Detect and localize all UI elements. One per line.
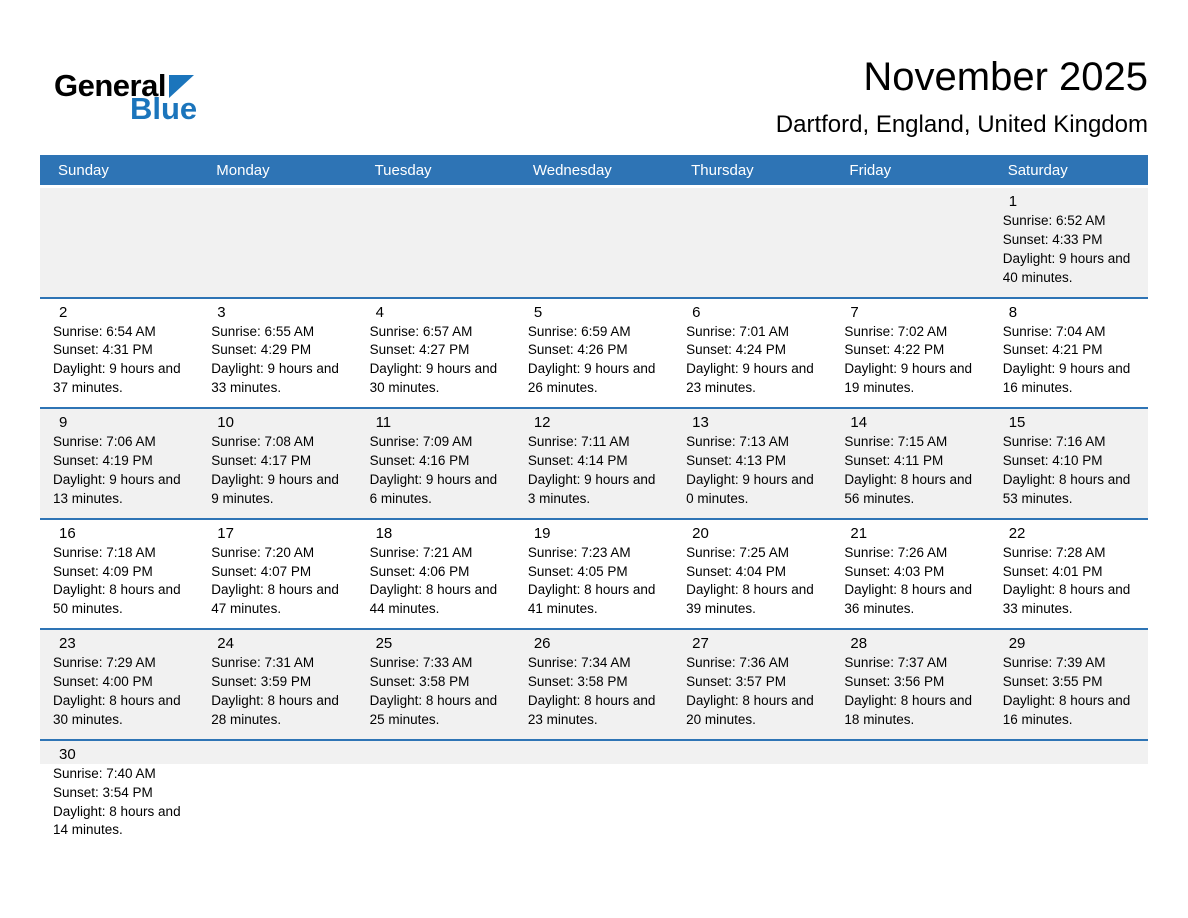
weekday-header-row bbox=[40, 155, 1148, 185]
sunrise-text: Sunrise: 7:21 AM bbox=[369, 544, 473, 560]
sunrise-text: Sunrise: 7:29 AM bbox=[53, 655, 156, 671]
sunrise-text: Sunrise: 6:57 AM bbox=[369, 323, 473, 339]
sunset-text: Sunset: 4:10 PM bbox=[1002, 453, 1103, 469]
day-number: 20 bbox=[692, 524, 709, 542]
sunset-text: Sunset: 4:04 PM bbox=[686, 563, 786, 579]
sunrise-text: Sunrise: 6:54 AM bbox=[53, 323, 156, 339]
day-number: 13 bbox=[692, 414, 709, 432]
sunset-text: Sunset: 3:59 PM bbox=[211, 674, 312, 690]
day-number: 12 bbox=[533, 414, 551, 432]
day-number: 14 bbox=[850, 414, 868, 432]
day-number: 4 bbox=[375, 303, 384, 321]
daylight-text: Daylight: 9 hours and 40 minutes. bbox=[1002, 250, 1131, 285]
sunset-text: Sunset: 4:24 PM bbox=[686, 342, 786, 358]
daylight-text: Daylight: 8 hours and 44 minutes. bbox=[369, 582, 498, 617]
day-number: 9 bbox=[59, 414, 68, 432]
sunrise-text: Sunrise: 7:06 AM bbox=[53, 434, 156, 450]
daylight-text: Daylight: 8 hours and 33 minutes. bbox=[1002, 582, 1131, 617]
sunrise-text: Sunrise: 7:33 AM bbox=[369, 655, 473, 671]
sunset-text: Sunset: 4:16 PM bbox=[369, 453, 470, 469]
day-number: 21 bbox=[850, 524, 868, 542]
sunset-text: Sunset: 4:14 PM bbox=[527, 453, 628, 469]
day-cell-21 bbox=[831, 520, 989, 629]
empty-day-cell bbox=[40, 188, 198, 297]
day-cell-12 bbox=[515, 409, 673, 518]
day-cell-9 bbox=[40, 409, 198, 518]
weekday-header-thursday: Thursday bbox=[691, 161, 754, 179]
daylight-text: Daylight: 8 hours and 18 minutes. bbox=[844, 693, 972, 727]
day-cell-29 bbox=[990, 630, 1148, 739]
masthead bbox=[40, 0, 1148, 139]
sunrise-text: Sunrise: 6:55 AM bbox=[211, 323, 315, 339]
empty-day-cell bbox=[673, 741, 831, 850]
weekday-header-friday: Friday bbox=[849, 161, 892, 179]
sunset-text: Sunset: 4:06 PM bbox=[369, 563, 470, 579]
sunset-text: Sunset: 4:01 PM bbox=[1002, 563, 1103, 579]
daylight-text: Daylight: 8 hours and 20 minutes. bbox=[686, 693, 814, 727]
logo-general-text: General bbox=[54, 68, 166, 103]
sunset-text: Sunset: 4:05 PM bbox=[527, 563, 628, 579]
day-cell-20 bbox=[673, 520, 831, 629]
sunset-text: Sunset: 4:31 PM bbox=[53, 342, 153, 358]
day-number: 11 bbox=[375, 414, 392, 432]
day-number: 27 bbox=[692, 635, 709, 653]
sunrise-text: Sunrise: 6:59 AM bbox=[527, 323, 631, 339]
empty-day-cell bbox=[198, 741, 356, 850]
empty-day-cell bbox=[673, 188, 831, 297]
day-number: 6 bbox=[692, 303, 701, 321]
daylight-text: Daylight: 8 hours and 41 minutes. bbox=[527, 582, 656, 617]
sunrise-text: Sunrise: 7:25 AM bbox=[686, 544, 789, 560]
day-cell-2 bbox=[40, 299, 198, 408]
daylight-text: Daylight: 9 hours and 33 minutes. bbox=[211, 361, 339, 396]
sunrise-text: Sunrise: 7:31 AM bbox=[211, 655, 315, 671]
daylight-text: Daylight: 8 hours and 28 minutes. bbox=[211, 693, 339, 727]
sunset-text: Sunset: 3:54 PM bbox=[53, 784, 153, 800]
sunset-text: Sunset: 4:22 PM bbox=[844, 342, 945, 358]
day-cell-18 bbox=[357, 520, 515, 629]
sunrise-text: Sunrise: 7:13 AM bbox=[686, 434, 789, 450]
sunset-text: Sunset: 4:29 PM bbox=[211, 342, 312, 358]
day-number: 15 bbox=[1008, 414, 1026, 432]
sunset-text: Sunset: 4:03 PM bbox=[844, 563, 945, 579]
sunset-text: Sunset: 3:57 PM bbox=[686, 674, 786, 690]
page-title: November 2025 bbox=[863, 55, 1148, 99]
empty-day-cell bbox=[831, 188, 989, 297]
day-number: 28 bbox=[850, 635, 868, 653]
daylight-text: Daylight: 9 hours and 30 minutes. bbox=[369, 361, 498, 396]
sunrise-text: Sunrise: 7:08 AM bbox=[211, 434, 315, 450]
day-cell-6 bbox=[673, 299, 831, 408]
day-number: 5 bbox=[533, 303, 543, 321]
daylight-text: Daylight: 8 hours and 39 minutes. bbox=[686, 582, 814, 617]
daylight-text: Daylight: 9 hours and 23 minutes. bbox=[686, 361, 814, 396]
weekday-header-monday: Monday bbox=[216, 161, 270, 179]
sunset-text: Sunset: 4:07 PM bbox=[211, 563, 312, 579]
day-cell-4 bbox=[357, 299, 515, 408]
day-number: 8 bbox=[1008, 303, 1018, 321]
sunrise-text: Sunrise: 7:28 AM bbox=[1002, 544, 1106, 560]
sunrise-text: Sunrise: 7:02 AM bbox=[844, 323, 948, 339]
sunrise-text: Sunrise: 7:16 AM bbox=[1002, 434, 1106, 450]
day-cell-1 bbox=[990, 188, 1148, 297]
sunrise-text: Sunrise: 7:04 AM bbox=[1002, 323, 1106, 339]
sunset-text: Sunset: 4:33 PM bbox=[1002, 231, 1103, 247]
day-number: 24 bbox=[217, 635, 234, 653]
day-cell-28 bbox=[831, 630, 989, 739]
weekday-header-saturday: Saturday bbox=[1007, 161, 1068, 179]
daylight-text: Daylight: 8 hours and 47 minutes. bbox=[211, 582, 339, 617]
sunrise-text: Sunrise: 7:01 AM bbox=[686, 323, 789, 339]
daylight-text: Daylight: 8 hours and 14 minutes. bbox=[53, 803, 181, 838]
day-number: 22 bbox=[1008, 524, 1026, 542]
daylight-text: Daylight: 8 hours and 23 minutes. bbox=[527, 693, 656, 727]
day-number: 3 bbox=[217, 303, 226, 321]
empty-day-cell bbox=[515, 188, 673, 297]
empty-day-cell bbox=[357, 741, 515, 850]
weekday-header-wednesday: Wednesday bbox=[532, 161, 612, 179]
sunrise-text: Sunrise: 7:23 AM bbox=[527, 544, 631, 560]
day-cell-24 bbox=[198, 630, 356, 739]
daylight-text: Daylight: 9 hours and 19 minutes. bbox=[844, 361, 972, 396]
daylight-text: Daylight: 9 hours and 0 minutes. bbox=[686, 471, 814, 506]
sunrise-text: Sunrise: 7:26 AM bbox=[844, 544, 948, 560]
day-number: 19 bbox=[533, 524, 551, 542]
sunset-text: Sunset: 4:11 PM bbox=[844, 453, 944, 469]
daylight-text: Daylight: 8 hours and 25 minutes. bbox=[369, 693, 498, 727]
sunrise-text: Sunrise: 7:15 AM bbox=[844, 434, 948, 450]
day-cell-19 bbox=[515, 520, 673, 629]
sunset-text: Sunset: 4:09 PM bbox=[53, 563, 153, 579]
day-cell-3 bbox=[198, 299, 356, 408]
sunrise-text: Sunrise: 7:18 AM bbox=[53, 544, 156, 560]
weekday-header-tuesday: Tuesday bbox=[374, 161, 432, 179]
calendar-table bbox=[40, 155, 1148, 849]
day-cell-13 bbox=[673, 409, 831, 518]
day-cell-25 bbox=[357, 630, 515, 739]
day-number: 23 bbox=[59, 635, 76, 653]
daylight-text: Daylight: 9 hours and 13 minutes. bbox=[53, 471, 181, 506]
sunrise-text: Sunrise: 6:52 AM bbox=[1002, 213, 1106, 228]
sunset-text: Sunset: 3:56 PM bbox=[844, 674, 945, 690]
sunrise-text: Sunrise: 7:36 AM bbox=[686, 655, 789, 671]
day-number: 1 bbox=[1008, 193, 1018, 210]
day-cell-22 bbox=[990, 520, 1148, 629]
daylight-text: Daylight: 8 hours and 53 minutes. bbox=[1002, 471, 1131, 506]
daylight-text: Daylight: 9 hours and 37 minutes. bbox=[53, 361, 181, 396]
day-number: 2 bbox=[59, 303, 68, 321]
sunset-text: Sunset: 4:27 PM bbox=[369, 342, 470, 358]
day-cell-26 bbox=[515, 630, 673, 739]
daylight-text: Daylight: 8 hours and 50 minutes. bbox=[53, 582, 181, 617]
week-row-1 bbox=[40, 188, 1148, 297]
daylight-text: Daylight: 8 hours and 56 minutes. bbox=[844, 471, 972, 506]
sunrise-text: Sunrise: 7:34 AM bbox=[527, 655, 631, 671]
day-cell-16 bbox=[40, 520, 198, 629]
sunset-text: Sunset: 3:58 PM bbox=[369, 674, 470, 690]
sunrise-text: Sunrise: 7:09 AM bbox=[369, 434, 473, 450]
sunset-text: Sunset: 4:21 PM bbox=[1002, 342, 1103, 358]
day-number: 10 bbox=[217, 414, 234, 432]
sunrise-text: Sunrise: 7:20 AM bbox=[211, 544, 315, 560]
week-row-6 bbox=[40, 739, 1148, 850]
day-number: 7 bbox=[850, 303, 859, 321]
sunset-text: Sunset: 4:17 PM bbox=[211, 453, 312, 469]
day-cell-11 bbox=[357, 409, 515, 518]
sunset-text: Sunset: 4:00 PM bbox=[53, 674, 153, 690]
daylight-text: Daylight: 8 hours and 36 minutes. bbox=[844, 582, 972, 617]
sunset-text: Sunset: 3:58 PM bbox=[527, 674, 628, 690]
title-block bbox=[776, 55, 1148, 139]
daylight-text: Daylight: 9 hours and 3 minutes. bbox=[527, 471, 656, 506]
week-row-4 bbox=[40, 518, 1148, 629]
day-cell-27 bbox=[673, 630, 831, 739]
day-cell-14 bbox=[831, 409, 989, 518]
daylight-text: Daylight: 9 hours and 26 minutes. bbox=[527, 361, 656, 396]
day-cell-15 bbox=[990, 409, 1148, 518]
week-row-2 bbox=[40, 297, 1148, 408]
sunrise-text: Sunrise: 7:40 AM bbox=[53, 765, 156, 781]
empty-day-cell bbox=[357, 188, 515, 297]
day-cell-17 bbox=[198, 520, 356, 629]
daylight-text: Daylight: 9 hours and 6 minutes. bbox=[369, 471, 498, 506]
sunrise-text: Sunrise: 7:11 AM bbox=[527, 434, 630, 450]
day-number: 30 bbox=[59, 745, 76, 763]
daylight-text: Daylight: 8 hours and 16 minutes. bbox=[1002, 693, 1131, 727]
sunset-text: Sunset: 4:13 PM bbox=[686, 453, 786, 469]
empty-day-cell bbox=[831, 741, 989, 850]
day-number: 18 bbox=[375, 524, 393, 542]
sunset-text: Sunset: 4:19 PM bbox=[53, 453, 153, 469]
daylight-text: Daylight: 9 hours and 9 minutes. bbox=[211, 471, 339, 506]
day-cell-30 bbox=[40, 741, 198, 850]
sunset-text: Sunset: 4:26 PM bbox=[527, 342, 628, 358]
sunrise-text: Sunrise: 7:37 AM bbox=[844, 655, 948, 671]
weekday-header-sunday: Sunday bbox=[58, 161, 109, 179]
week-row-3 bbox=[40, 407, 1148, 518]
day-number: 26 bbox=[533, 635, 551, 653]
day-cell-5 bbox=[515, 299, 673, 408]
page-subtitle: Dartford, England, United Kingdom bbox=[775, 111, 1148, 138]
empty-day-cell bbox=[198, 188, 356, 297]
day-number: 29 bbox=[1008, 635, 1026, 653]
sunset-text: Sunset: 3:55 PM bbox=[1002, 674, 1103, 690]
day-number: 17 bbox=[217, 524, 234, 542]
day-cell-10 bbox=[198, 409, 356, 518]
empty-day-cell bbox=[990, 741, 1148, 850]
logo-blue-text: Blue bbox=[130, 91, 198, 126]
day-cell-8 bbox=[990, 299, 1148, 408]
weeks-container bbox=[40, 188, 1148, 849]
day-cell-7 bbox=[831, 299, 989, 408]
sunrise-text: Sunrise: 7:39 AM bbox=[1002, 655, 1106, 671]
day-number: 25 bbox=[375, 635, 393, 653]
daylight-text: Daylight: 9 hours and 16 minutes. bbox=[1002, 361, 1131, 396]
daylight-text: Daylight: 8 hours and 30 minutes. bbox=[53, 693, 181, 727]
day-number: 16 bbox=[59, 524, 76, 542]
empty-day-cell bbox=[515, 741, 673, 850]
day-cell-23 bbox=[40, 630, 198, 739]
week-row-5 bbox=[40, 628, 1148, 739]
general-blue-logo bbox=[40, 55, 197, 124]
